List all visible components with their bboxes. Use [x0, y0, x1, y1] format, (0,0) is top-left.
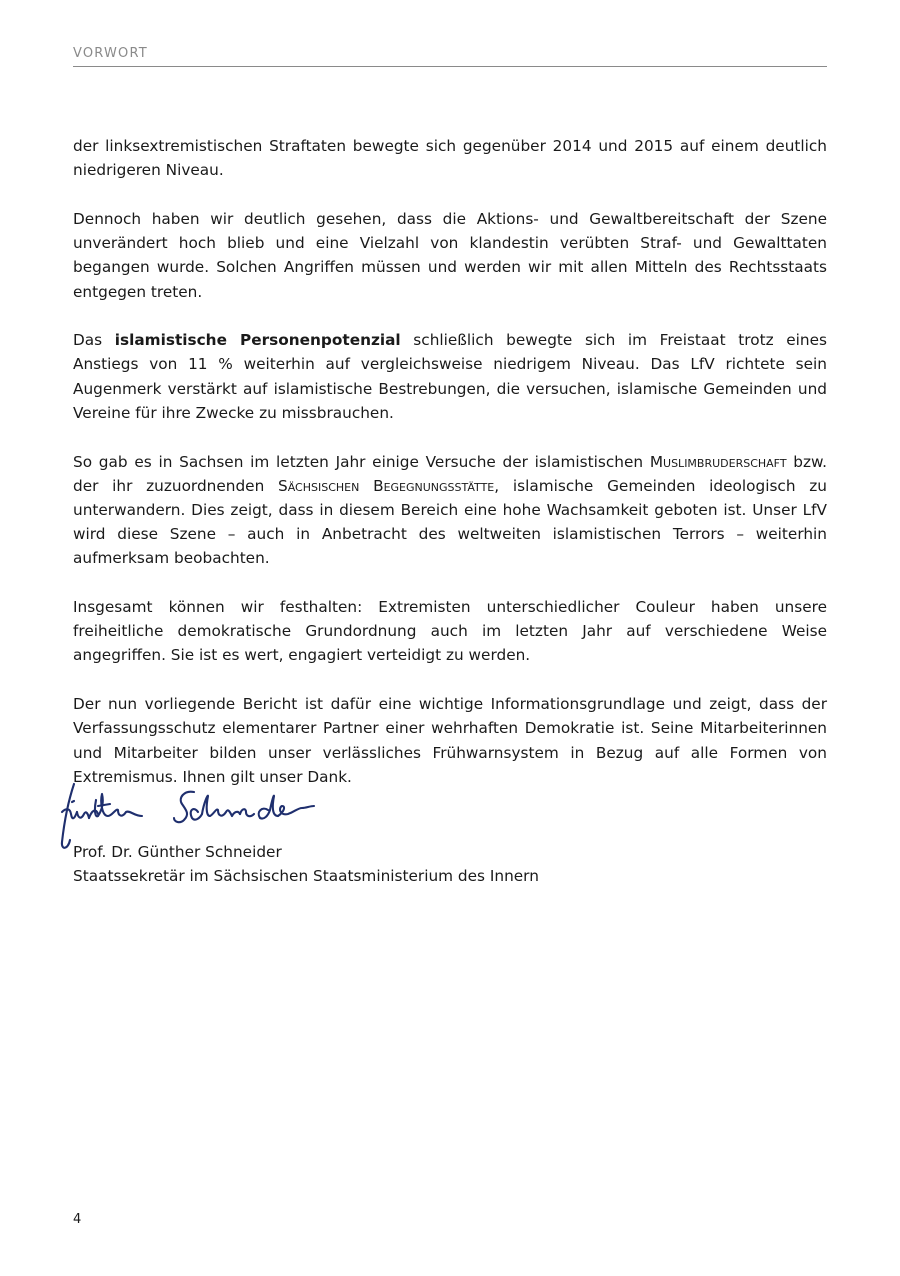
paragraph-3: [73, 328, 827, 425]
paragraph-6: Der nun vorliegende Bericht ist dafür eine wichtige Informationsgrundlage und zeigt, dass der Verfassungsschutz elementarer Partner einer wehrhaften Demokratie ist. Seine Mitarbeiterinnen und Mitarbeiter bilden unser verlässliches Frühwarnsystem in Bezug auf alle Formen von Extremismus. Ihnen gilt unser Dank.: [73, 695, 827, 786]
body-text: [73, 134, 827, 813]
section-header: VORWORT: [73, 46, 148, 61]
organization-name-1: Muslimbruderschaft: [649, 452, 787, 471]
paragraph-1: der linksextremistischen Straftaten bewegte sich gegenüber 2014 und 2015 auf einem deutlich niedrigeren Niveau.: [73, 137, 827, 180]
paragraph-5: Insgesamt können wir festhalten: Extremisten unterschiedlicher Couleur haben unsere freiheitliche demokratische Grundordnung auch im letzten Jahr auf verschiedene Weise angegriffen. Sie ist es wert, engagiert verteidigt zu werden.: [73, 598, 827, 665]
organization-name-2: Sächsischen Begegnungsstätte: [278, 476, 495, 495]
paragraph-3-rest: schließlich bewegte sich im Freistaat trotz eines Anstiegs von 11 % weiterhin auf vergleichsweise niedrigem Niveau. Das LfV richtete sein Augenmerk verstärkt auf islamistische Bestrebungen, die versuchen, islamische Gemeinden und Vereine für ihre Zwecke zu missbrauchen.: [73, 331, 827, 422]
signatory-title: Staatssekretär im Sächsischen Staatsministerium des Innern: [73, 867, 539, 885]
paragraph-4: [73, 450, 827, 571]
paragraph-3-lead: Das: [73, 331, 115, 350]
page-number: 4: [73, 1212, 82, 1227]
paragraph-2: Dennoch haben wir deutlich gesehen, dass die Aktions- und Gewaltbereitschaft der Szene unverändert hoch blieb und eine Vielzahl von klandestin verübten Straf- und Gewalttaten begangen wurde. Solchen Angriffen müssen und werden wir mit allen Mitteln des Rechtsstaats entgegen treten.: [73, 209, 827, 301]
paragraph-4-part-2: bzw. der ihr zuzuordnenden: [73, 452, 827, 495]
bold-term: islamistische Personenpotenzial: [114, 331, 401, 350]
paragraph-4-part-3: , islamische Gemeinden ideologisch zu unterwandern. Dies zeigt, dass in diesem Bereich eine hohe Wachsamkeit geboten ist. Unser LfV wird diese Szene – auch in Anbetracht des weltweiten islamistischen Terrors – weiterhin aufmerksam beobachten.: [73, 476, 827, 568]
header-divider: [73, 66, 827, 67]
paragraph-4-part-1: So gab es in Sachsen im letzten Jahr einige Versuche der islamistischen: [73, 452, 650, 471]
signatory-name: Prof. Dr. Günther Schneider: [73, 843, 282, 861]
